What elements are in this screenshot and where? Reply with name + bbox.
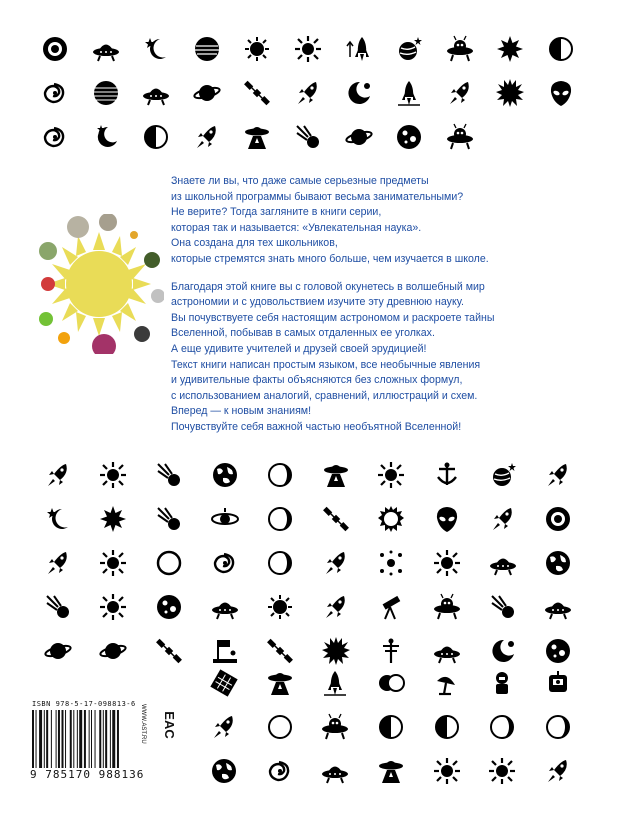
icon-cell	[419, 504, 475, 534]
icon-cell	[434, 34, 485, 64]
icon-cell	[252, 460, 308, 490]
icon-grid-top	[30, 34, 586, 152]
icon-cell	[333, 78, 384, 108]
icon-cell	[182, 78, 233, 108]
icon-cell	[131, 34, 182, 64]
icon-cell	[530, 668, 586, 698]
icon-cell	[475, 636, 531, 666]
ufo-beam-icon	[266, 669, 294, 697]
moon-icon	[266, 461, 294, 489]
icon-cell	[307, 712, 363, 742]
icon-cell	[475, 504, 531, 534]
ufo-icon	[489, 549, 517, 577]
barcode-block	[30, 700, 184, 782]
rocket-icon	[210, 713, 238, 741]
icon-cell	[333, 34, 384, 64]
sun-icon	[99, 593, 127, 621]
icon-cell	[141, 460, 197, 490]
flag-icon	[211, 637, 239, 665]
astronaut-icon	[488, 669, 516, 697]
barcode-bars	[32, 710, 140, 768]
icon-cell	[197, 636, 253, 666]
icon-cell	[530, 712, 586, 742]
planet-star-icon	[395, 35, 423, 63]
half-moon-icon	[377, 713, 405, 741]
icon-cell	[363, 668, 419, 698]
icon-cell	[384, 78, 435, 108]
ufo-beam-icon	[377, 757, 405, 785]
galaxy-icon	[211, 549, 239, 577]
icon-cell	[308, 592, 364, 622]
icon-cell	[182, 122, 233, 152]
satellite-icon	[266, 637, 294, 665]
icon-cell	[283, 122, 334, 152]
satellite-icon	[155, 637, 183, 665]
moon-icon	[266, 549, 294, 577]
icon-cell	[434, 78, 485, 108]
sun-icon	[99, 461, 127, 489]
circle-icon	[266, 713, 294, 741]
main-paragraph	[171, 280, 543, 436]
robot-icon	[544, 669, 572, 697]
sun-planet-icon	[266, 593, 294, 621]
moon-icon	[488, 713, 516, 741]
planet-star-icon	[489, 461, 517, 489]
icon-cell	[419, 460, 475, 490]
icon-cell	[535, 78, 586, 108]
text-line: с использованием аналогий, сравнений, иллюстраций и схем.	[171, 389, 478, 402]
icon-cell	[232, 122, 283, 152]
sun-spiky-icon	[496, 79, 524, 107]
ufo-icon	[544, 593, 572, 621]
icon-cell	[308, 460, 364, 490]
star-moon-icon	[142, 35, 170, 63]
sun-icon	[488, 757, 516, 785]
text-line: А еще удивите учителей и друзей своей эрудицией!	[171, 342, 427, 355]
icon-cell	[307, 756, 363, 786]
satellite-icon	[322, 505, 350, 533]
publisher-site: WWW.AST.RU	[140, 704, 146, 744]
icon-cell	[475, 460, 531, 490]
icon-cell	[283, 78, 334, 108]
half-moon-icon	[433, 713, 461, 741]
icon-cell	[363, 756, 419, 786]
moon-icon	[544, 713, 572, 741]
icon-cell	[141, 636, 197, 666]
sun-body	[66, 251, 132, 317]
alien-ship-icon	[446, 35, 474, 63]
icon-cell	[252, 636, 308, 666]
icon-cell	[30, 122, 81, 152]
icon-cell	[182, 34, 233, 64]
icon-cell	[30, 34, 81, 64]
icon-cell	[308, 548, 364, 578]
icon-cell	[81, 122, 132, 152]
icon-cell	[364, 504, 420, 534]
icon-cell	[30, 78, 81, 108]
ring-icon	[155, 549, 183, 577]
icon-cell	[252, 712, 308, 742]
sun-spiky-icon	[322, 637, 350, 665]
ringed-planet-icon	[193, 79, 221, 107]
earth-icon	[544, 549, 572, 577]
moon-planet-icon	[345, 79, 373, 107]
rocket-icon	[44, 549, 72, 577]
icon-cell	[141, 548, 197, 578]
icon-cell	[196, 668, 252, 698]
text-line: Вы почувствуете себя настоящим астрономом и раскроете тайны	[171, 311, 495, 324]
rocket-icon	[322, 549, 350, 577]
planet-crater-icon	[155, 593, 183, 621]
icon-cell	[475, 712, 531, 742]
rocket-icon	[544, 461, 572, 489]
icon-cell	[131, 78, 182, 108]
icon-cell	[384, 122, 435, 152]
icon-cell	[81, 78, 132, 108]
alien-ship-icon	[321, 713, 349, 741]
icon-cell	[419, 712, 475, 742]
icon-cell	[419, 756, 475, 786]
rocket-launch-icon	[321, 669, 349, 697]
icon-cell	[86, 592, 142, 622]
eac-mark	[162, 708, 182, 742]
text-line: Текст книги написан простым языком, все необычные явления	[171, 358, 481, 371]
comet-icon	[155, 505, 183, 533]
icon-cell	[419, 592, 475, 622]
icon-cell	[86, 548, 142, 578]
rocket-icon	[544, 757, 572, 785]
text-line: Знаете ли вы, что даже самые серьезные предметы	[171, 175, 429, 187]
svg-text:EAC: EAC	[162, 711, 177, 739]
star-cluster-icon	[377, 549, 405, 577]
sun-ring-icon	[377, 505, 405, 533]
sun-icon	[433, 549, 461, 577]
comet-icon	[44, 593, 72, 621]
icon-cell	[232, 78, 283, 108]
text-line: астрономии и с удовольствием изучите эту древнюю науку.	[171, 296, 464, 309]
ufo-beam-icon	[322, 461, 350, 489]
comet-icon	[294, 123, 322, 151]
planet-striped-icon	[92, 79, 120, 107]
sun-icon	[377, 461, 405, 489]
icon-cell	[197, 592, 253, 622]
sun-planet-icon	[243, 35, 271, 63]
target-icon	[41, 35, 69, 63]
text-line: Благодаря этой книге вы с головой окунетесь в волшебный мир	[171, 280, 485, 293]
icon-cell	[475, 756, 531, 786]
alien-ship-icon	[433, 593, 461, 621]
icon-cell	[384, 34, 435, 64]
half-moon-icon	[142, 123, 170, 151]
ringed-planet-icon	[345, 123, 373, 151]
planet-crater-icon	[544, 637, 572, 665]
moon-icon	[266, 505, 294, 533]
icon-cell	[30, 504, 86, 534]
icon-cell	[364, 592, 420, 622]
icon-cell	[475, 668, 531, 698]
star-moon-icon	[44, 505, 72, 533]
icon-cell	[530, 592, 586, 622]
rocket-icon	[193, 123, 221, 151]
icon-cell	[81, 34, 132, 64]
icon-cell	[530, 460, 586, 490]
icon-cell	[197, 460, 253, 490]
icon-cell	[30, 548, 86, 578]
icon-cell	[283, 34, 334, 64]
intro-paragraph	[171, 174, 543, 268]
comet-icon	[155, 461, 183, 489]
eye-planet-icon	[211, 505, 239, 533]
text-line: из школьной программы бывают весьма занимательными?	[171, 190, 464, 203]
icon-cell	[30, 636, 86, 666]
icon-cell	[364, 548, 420, 578]
icon-cell	[308, 636, 364, 666]
rocket-icon	[446, 79, 474, 107]
ufo-icon	[142, 79, 170, 107]
icon-cell	[363, 712, 419, 742]
anchor-satellite-icon	[433, 461, 461, 489]
rocket-up-icon	[345, 35, 373, 63]
text-line: Она создана для тех школьников,	[171, 237, 338, 250]
target-icon	[544, 505, 572, 533]
icon-grid-bottom	[30, 460, 586, 666]
icon-cell	[232, 34, 283, 64]
icon-cell	[252, 668, 308, 698]
icon-cell	[141, 592, 197, 622]
radar-icon	[433, 669, 461, 697]
icon-cell	[475, 548, 531, 578]
galaxy-icon	[266, 757, 294, 785]
barcode-number: 9 785170 988136	[30, 768, 145, 781]
icon-cell	[485, 78, 536, 108]
icon-cell	[485, 34, 536, 64]
isbn-label: ISBN 978-5-17-098813-6	[32, 700, 136, 708]
galaxy-icon	[41, 79, 69, 107]
text-line: Вселенной, побывав в самых отдаленных ее уголках.	[171, 327, 435, 340]
sun-burst-icon	[496, 35, 524, 63]
text-line: которые стремятся знать много больше, чем изучается в школе.	[171, 252, 489, 265]
icon-cell	[252, 756, 308, 786]
rocket-icon	[44, 461, 72, 489]
description-text	[171, 174, 543, 448]
telescope-icon	[377, 593, 405, 621]
icon-cell	[252, 548, 308, 578]
icon-cell	[308, 504, 364, 534]
planet-icon	[193, 35, 221, 63]
galaxy-icon	[41, 123, 69, 151]
text-line: Почувствуйте себя важной частью необъятной Вселенной!	[171, 420, 462, 433]
rocket-icon	[489, 505, 517, 533]
ringed-planet-icon	[44, 637, 72, 665]
ufo-icon	[92, 35, 120, 63]
text-line: и удивительные факты объясняются без сложных формул,	[171, 374, 463, 387]
icon-cell	[333, 122, 384, 152]
alien-ship-icon	[446, 123, 474, 151]
icon-cell	[530, 756, 586, 786]
rocket-launch-icon	[395, 79, 423, 107]
icon-cell	[141, 504, 197, 534]
icon-cell	[197, 548, 253, 578]
icon-cell	[196, 712, 252, 742]
sun-icon	[294, 35, 322, 63]
icon-cell	[364, 460, 420, 490]
icon-cell	[252, 504, 308, 534]
ufo-icon	[321, 757, 349, 785]
comet-icon	[489, 593, 517, 621]
moon-planet-icon	[489, 637, 517, 665]
icon-cell	[252, 592, 308, 622]
icon-cell	[30, 592, 86, 622]
sun-icon	[99, 549, 127, 577]
satellite-icon	[243, 79, 271, 107]
alien-head-icon	[547, 79, 575, 107]
icon-cell	[434, 122, 485, 152]
icon-cell	[530, 548, 586, 578]
icon-cell	[475, 592, 531, 622]
moon-star-icon	[92, 123, 120, 151]
ufo-icon	[211, 593, 239, 621]
antenna-icon	[377, 637, 405, 665]
icon-cell	[535, 34, 586, 64]
icon-grid-bottom-right	[196, 668, 586, 786]
icon-cell	[197, 504, 253, 534]
earth-icon	[210, 757, 238, 785]
ringed-planet-icon	[99, 637, 127, 665]
sun-icon	[433, 757, 461, 785]
eclipse-icon	[377, 669, 405, 697]
solar-panel-icon	[210, 669, 238, 697]
icon-cell	[419, 548, 475, 578]
icon-cell	[86, 504, 142, 534]
icon-cell	[86, 636, 142, 666]
icon-cell	[419, 636, 475, 666]
ufo-beam-icon	[243, 123, 271, 151]
text-line: Не верите? Тогда загляните в книги серии,	[171, 206, 382, 219]
icon-cell	[307, 668, 363, 698]
rocket-icon	[294, 79, 322, 107]
icon-cell	[530, 504, 586, 534]
icon-cell	[30, 460, 86, 490]
icon-cell	[364, 636, 420, 666]
earth-icon	[211, 461, 239, 489]
icon-cell	[196, 756, 252, 786]
text-line: которая так и называется: «Увлекательная наука».	[171, 221, 422, 234]
icon-cell	[530, 636, 586, 666]
sun-burst-icon	[99, 505, 127, 533]
sun-planets-illustration	[34, 214, 164, 354]
alien-head-icon	[433, 505, 461, 533]
rocket-icon	[322, 593, 350, 621]
half-moon-icon	[547, 35, 575, 63]
icon-cell	[131, 122, 182, 152]
text-line: Вперед — к новым знаниям!	[171, 405, 312, 418]
ufo-icon	[433, 637, 461, 665]
planet-crater-icon	[395, 123, 423, 151]
icon-cell	[86, 460, 142, 490]
icon-cell	[419, 668, 475, 698]
